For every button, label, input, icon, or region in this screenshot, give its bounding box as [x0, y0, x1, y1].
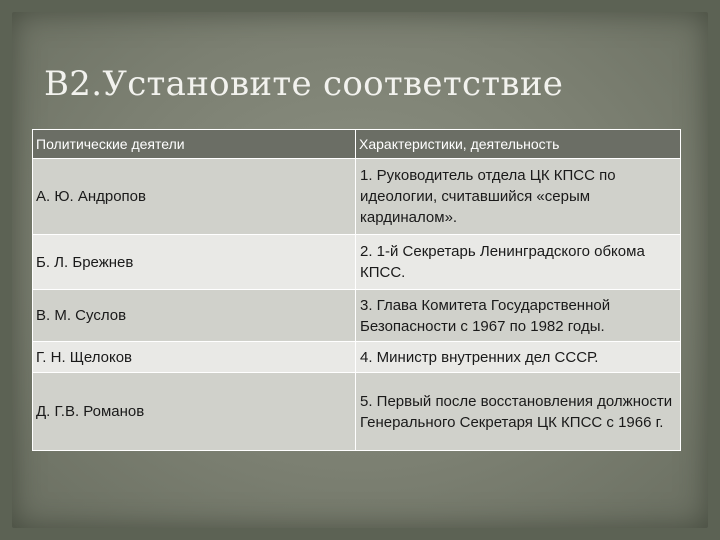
politician-cell: В. М. Суслов: [33, 290, 356, 342]
slide: [12, 12, 708, 528]
matching-table: [32, 129, 681, 451]
characteristic-cell: 3. Глава Комитета Государственной Безопасности с 1967 по 1982 годы.: [356, 290, 681, 342]
table-header-row: [33, 130, 681, 159]
header-characteristics: Характеристики, деятельность: [356, 130, 681, 159]
table-row: [33, 373, 681, 451]
table-row: [33, 235, 681, 290]
politician-cell: Г. Н. Щелоков: [33, 342, 356, 373]
table-row: [33, 342, 681, 373]
table-row: [33, 159, 681, 235]
table-row: [33, 290, 681, 342]
slide-title: В2.Установите соответствие: [44, 64, 564, 104]
characteristic-cell: 5. Первый после восстановления должности Генерального Секретаря ЦК КПСС с 1966 г.: [356, 373, 681, 451]
politician-cell: Д. Г.В. Романов: [33, 373, 356, 451]
characteristic-cell: 1. Руководитель отдела ЦК КПСС по идеологии, считавшийся «серым кардиналом».: [356, 159, 681, 235]
characteristic-cell: 2. 1-й Секретарь Ленинградского обкома КПСС.: [356, 235, 681, 290]
politician-cell: Б. Л. Брежнев: [33, 235, 356, 290]
header-politicians: Политические деятели: [33, 130, 356, 159]
characteristic-cell: 4. Министр внутренних дел СССР.: [356, 342, 681, 373]
politician-cell: А. Ю. Андропов: [33, 159, 356, 235]
